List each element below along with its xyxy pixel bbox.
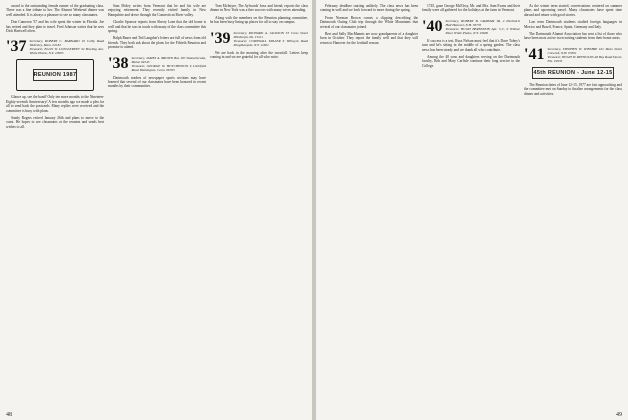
paragraph: Ralph Bauer and Ted Langdon's letters are full of news from old friends. They both ask about the plans for the Fiftieth Reunion and promise to attend. [108,36,206,50]
paragraph: As the winter term started, conversations centered on summer plans and upcoming travel. Many classmates have spent time abroad and return with good stories. [524,4,622,17]
class-year: '39 [210,29,231,47]
right-page [316,0,628,420]
paragraph: Bert and Sally MacMannis are now grandparents of a daughter born in October. They report the family well and that they will return to Hanover for the football season. [320,32,418,45]
paragraph: Don Cameron '37 and his wife spent the winter in Florida. Joe has retired and they plan to travel. Fred Johnson writes that he sees Dick Hartwell often. [6,20,104,34]
class-treasurer: Treasurer, GEORGE W. HUTCHINSON 6 Litchfield Road Washington, Conn. 06793 [131,63,206,72]
paragraph: February deadline starting unlikely. The class news has been coming in well and we look forward to more during the spring. [320,4,418,13]
class-secretary: Secretary, ROBERT B. GRAHAM JR. 4 Parkhurst Hall Hanover, N.H. 03755 [445,18,520,27]
class-year: '38 [108,54,129,72]
class-treasurer: Treasurer, HUGH BERNSTEIN Apt. 5-C, 9 Wilmar Place White Plains, N.Y. 10606 [445,26,520,35]
paragraph: Dartmouth readers of newspaper sports sections may have learned that several of our classmates have been honored in recent months by their communities. [108,75,206,89]
paragraph: Charlie Sponsor reports from Sherry Lane that the old home is well and that he was in touch with many of the class committee this spring. [108,20,206,34]
class-secretary: Secretary, ROBERT C. BARNARD 19 Colby Road Wellesley, Mass. 02181 [29,39,104,48]
class-heading-39 [210,31,308,47]
class-secretary: Secretary, JAMES A. BROWN Box 187 Damariscotta, Maine 04543 [131,55,206,64]
left-column-3 [210,4,308,410]
reunion-banner: REUNION 1987 [33,69,78,81]
right-column-2 [422,4,520,410]
class-heading-37 [6,39,104,55]
page-number: 48 [6,412,12,418]
right-column-1 [320,4,418,410]
class-treasurer: Treasurer, ELLIS W. LONGSTREET 34 Bowling Ave. White Plains, N.Y. 10605 [29,47,104,56]
paragraph: Last term Dartmouth students studied foreign languages in Mexico and Brazil, France, Spain, Germany and Italy. [524,20,622,29]
class-treasurer: Treasurer, HUGH W. REYNOLDS 48 Bay Road Dover, Fla. 19933 [547,54,622,63]
left-column-1 [6,4,104,410]
left-page [0,0,312,420]
paragraph: We are back in the morning after the snowfall. Letters keep coming in and we are grateful for all who write. [210,50,308,60]
paragraph: The Reunion dates of June 12-15, 1977 are fast approaching and the committee met on Sunday to finalize arrangements for the class dinner and activities. [524,82,622,96]
paragraph: Tom McIntyre, The Aylwards' boss and friend, reports the class dinner in New York was a fine success with many wives attending. [210,4,308,13]
reunion-logo [16,59,94,91]
paragraph: award to the outstanding female runner of the graduating class. There was a fine tribute to her. The Alumni Weekend dinner was well attended. It is always a pleasure to see so many classmates. [6,4,104,17]
class-heading-41 [524,47,622,63]
paragraph: 1745, gone George McElroy, Mr. and Mrs. Sam Evans and their family were all gathered for the holidays at the farm in Vermont. [422,4,520,13]
reunion-note: 45th REUNION - June 12-15 [532,67,614,79]
class-heading-38 [108,56,206,72]
left-column-2 [108,4,206,410]
class-heading-40 [422,19,520,35]
class-secretary: Secretary, RICHARD A. JACKSON 53 Cross Street Pittsburgh, Pa. 15211 [233,30,308,39]
paragraph: If success is a test, Russ Nelson must feel that it's Dave Tobey's turn and he's sitting in the middle of a spring garden. The class news has been steady and we thank all who contribute. [422,38,520,52]
class-secretary: Secretary, STEPHEN W. WINSHIP 161 Main Street Concord, N.H. 03301 [547,46,622,55]
class-year: '41 [524,45,545,63]
paragraph: Along with the members on the Reunion planning committee, he has been busy lining up places for all to stay on campus. [210,15,308,25]
paragraph: From Norman Brown comes a clipping describing the Dartmouth Outing Club trip through the White Mountains that several of our classmates joined. [320,15,418,29]
paragraph: The Dartmouth Alumni Association has sent a list of those who have been most active in recruiting students from their home areas. [524,32,622,41]
class-year: '37 [6,38,27,56]
paragraph: Sam Moley writes from Vermont that he and his wife are enjoying retirement. They recently visited family in New Hampshire and drove through the Connecticut River valley. [108,4,206,17]
class-year: '40 [422,17,443,35]
right-column-3 [524,4,622,410]
paragraph: Glance up, see the band! Only ten more months to the Nineteen-Eighty-seventh Anniversary! A few months ago we made a plea for all to send back the postcards. Many replies were received and the committee is busy with plans. [6,95,104,113]
class-treasurer: Treasurer, CORNWALL MILLER 6 Wiltwyck Road Poughkeepsie, N.Y. 12601 [233,38,308,47]
paragraph: Among the 40 sons and daughters serving on the Dartmouth faculty, Bob and Mary Carlisle continue their long service to the College. [422,55,520,68]
paragraph: Sandy Rogers retired January 26th and plans to move to the coast. He hopes to see classmates at the reunion and sends best wishes to all. [6,116,104,129]
page-number: 49 [616,412,622,418]
